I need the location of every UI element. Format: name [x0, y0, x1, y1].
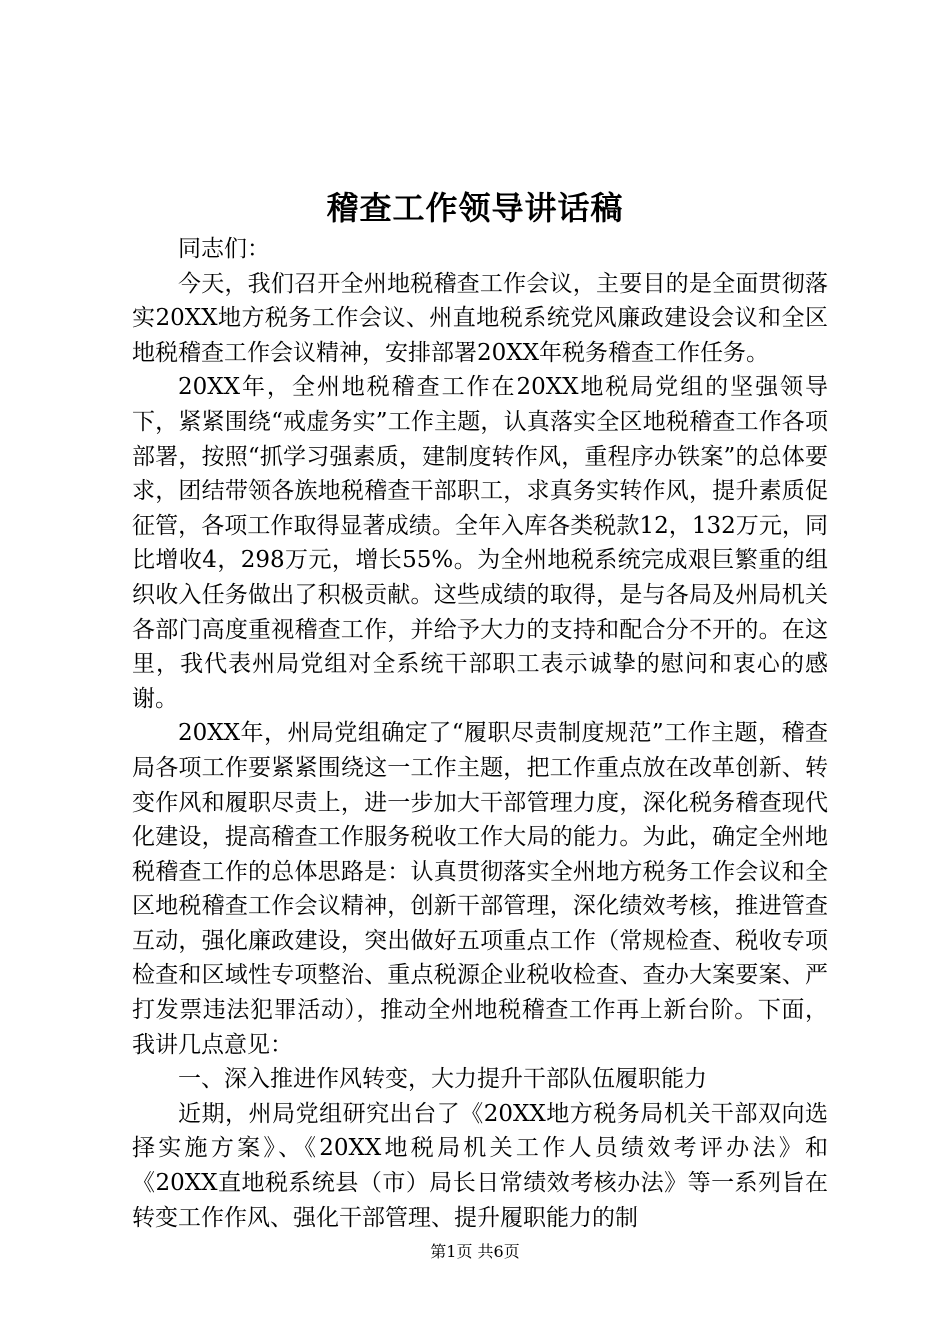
- page-footer: 第1页 共6页: [430, 1242, 520, 1261]
- paragraph-plan: 20XX年，州局党组确定了“履职尽责制度规范”工作主题，稽查局各项工作要紧紧围绕这一工作主题，把工作重点放在改革创新、转变作风和履职尽责上，进一步加大干部管理力度，深化税务稽查现代化建设，提高稽查工作服务税收工作大局的能力。为此，确定全州地税稽查工作的总体思路是：认真贯彻落实全州地方税务工作会议和全区地税稽查工作会议精神，创新干部管理，深化绩效考核，推进管查互动，强化廉政建设，突出做好五项重点工作（常规检查、税收专项检查和区域性专项整治、重点税源企业税收检查、查办大案要案、严打发票违法犯罪活动），推动全州地税稽查工作再上新台阶。下面，我讲几点意见：: [132, 720, 828, 1058]
- paragraph-opening: 今天，我们召开全州地税稽查工作会议，主要目的是全面贯彻落实20XX地方税务工作会议、州直地税系统党风廉政建设会议和全区地税稽查工作会议精神，安排部署20XX年税务稽查工作任务。: [132, 270, 828, 366]
- section-heading: 一、深入推进作风转变，大力提升干部队伍履职能力: [178, 1066, 707, 1093]
- paragraph-measures: 近期，州局党组研究出台了《20XX地方税务局机关干部双向选择实施方案》、《20XX地税局机关工作人员绩效考评办法》和《20XX直地税系统县（市）局长日常绩效考核办法》等一系列旨在转变工作作风、强化干部管理、提升履职能力的制: [132, 1100, 828, 1231]
- paragraph-achievements: 20XX年，全州地税稽查工作在20XX地税局党组的坚强领导下，紧紧围绕“戒虚务实”工作主题，认真落实全区地税稽查工作各项部署，按照“抓学习强素质，建制度转作风，重程序办铁案”的总体要求，团结带领各族地税稽查干部职工，求真务实转作风，提升素质促征管，各项工作取得显著成绩。全年入库各类税款12，132万元，同比增收4，298万元，增长55%。为全州地税系统完成艰巨繁重的组织收入任务做出了积极贡献。这些成绩的取得，是与各局及州局机关各部门高度重视稽查工作，并给予大力的支持和配合分不开的。在这里，我代表州局党组对全系统干部职工表示诚挚的慰问和衷心的感谢。: [132, 374, 828, 712]
- document-title: 稽查工作领导讲话稿: [326, 189, 624, 227]
- salutation: 同志们：: [178, 236, 270, 262]
- document-body: [132, 232, 828, 1235]
